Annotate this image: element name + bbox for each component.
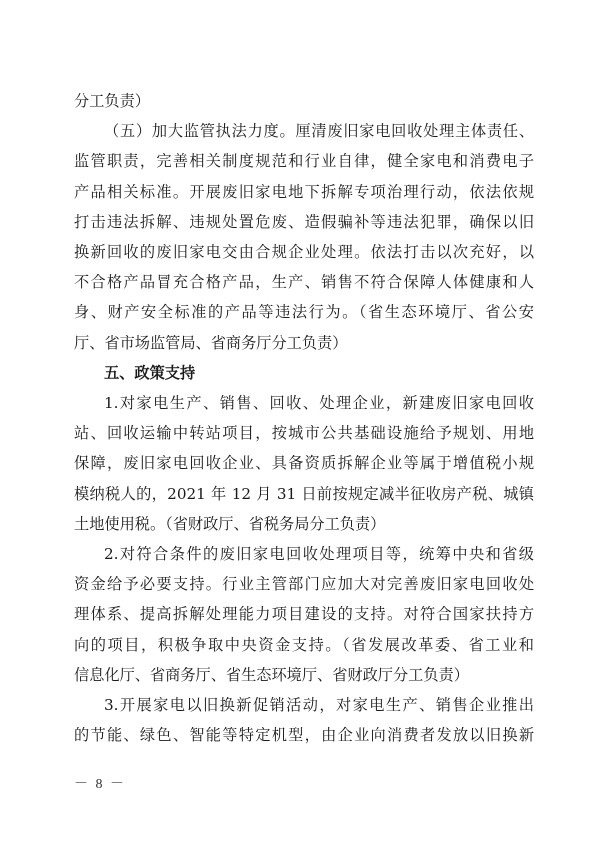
text-line: 站、回收运输中转站项目，按城市公共基础设施给予规划、用地 xyxy=(74,424,534,443)
text-line: 换新回收的废旧家电交由合规企业处理。依法打击以次充好，以 xyxy=(74,243,534,261)
text-line: 信息化厅、省商务厅、省生态环境厅、省财政厅分工负责） xyxy=(74,665,469,684)
text-line: 土地使用税。（省财政厅、省税务局分工负责） xyxy=(74,514,386,533)
text-line: （五）加大监管执法力度。厘清废旧家电回收处理主体责任、 xyxy=(104,122,534,141)
text-line: 模纳税人的，2021 年 12 月 31 日前按规定减半征收房产税、城镇 xyxy=(74,484,534,503)
text-line: 保障，废旧家电回收企业、具备资质拆解企业等属于增值税小规 xyxy=(74,454,534,473)
text-line: 监管职责，完善相关制度规范和行业自律，健全家电和消费电子 xyxy=(74,152,534,171)
page-number: － 8 － xyxy=(74,777,126,792)
text-line: 不合格产品冒充合格产品，生产、销售不符合保障人体健康和人 xyxy=(74,273,534,292)
section-heading: 五、政策支持 xyxy=(104,363,196,382)
text-line: 分工负责） xyxy=(74,92,150,110)
text-line: 1.对家电生产、销售、回收、处理企业，新建废旧家电回收 xyxy=(104,394,534,412)
text-line: 2.对符合条件的废旧家电回收处理项目等，统筹中央和省级 xyxy=(104,545,534,563)
text-line: 的节能、绿色、智能等特定机型，由企业向消费者发放以旧换新 xyxy=(74,726,534,745)
text-line: 身、财产安全标准的产品等违法行为。（省生态环境厅、省公安 xyxy=(74,303,534,322)
text-line: 厅、省市场监管局、省商务厅分工负责） xyxy=(74,333,348,352)
text-line: 3.开展家电以旧换新促销活动，对家电生产、销售企业推出 xyxy=(104,696,534,714)
text-line: 产品相关标准。开展废旧家电地下拆解专项治理行动，依法依规 xyxy=(74,182,534,201)
text-line: 打击违法拆解、违规处置危废、造假骗补等违法犯罪，确保以旧 xyxy=(74,212,534,231)
text-line: 资金给予必要支持。行业主管部门应加大对完善废旧家电回收处 xyxy=(74,575,534,594)
text-line: 理体系、提高拆解处理能力项目建设的支持。对符合国家扶持方 xyxy=(74,605,534,624)
text-line: 向的项目，积极争取中央资金支持。（省发展改革委、省工业和 xyxy=(74,635,534,654)
